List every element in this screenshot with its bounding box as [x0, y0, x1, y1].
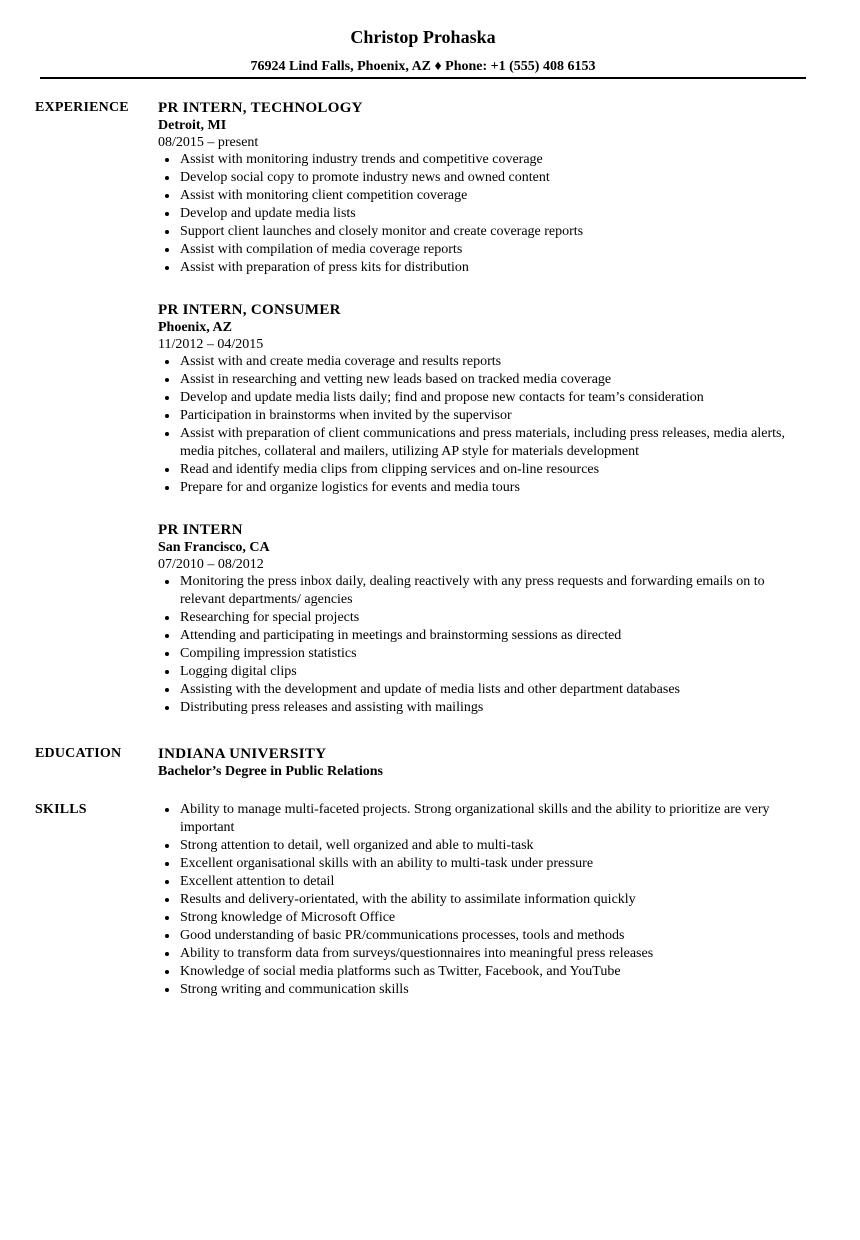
job-entry — [158, 521, 813, 717]
bullet-item: Logging digital clips — [158, 663, 813, 681]
bullet-item: Assist with and create media coverage and results reports — [158, 353, 813, 371]
job-entry — [158, 99, 813, 277]
bullet-item: Distributing press releases and assisting with mailings — [158, 699, 813, 717]
skills-list — [158, 801, 813, 999]
bullet-item: Attending and participating in meetings and brainstorming sessions as directed — [158, 627, 813, 645]
skill-item: Good understanding of basic PR/communications processes, tools and methods — [158, 927, 813, 945]
skill-item: Strong attention to detail, well organized and able to multi-task — [158, 837, 813, 855]
skills-label: SKILLS — [35, 802, 87, 817]
bullet-item: Support client launches and closely monitor and create coverage reports — [158, 223, 813, 241]
header-divider — [40, 77, 806, 79]
skill-item: Ability to transform data from surveys/questionnaires into meaningful press releases — [158, 945, 813, 963]
degree: Bachelor’s Degree in Public Relations — [158, 764, 384, 779]
job-entry — [158, 301, 813, 497]
job-dates: 08/2015 – present — [158, 135, 259, 150]
job-location: Phoenix, AZ — [158, 320, 232, 335]
bullet-item: Assisting with the development and update of media lists and other department databases — [158, 681, 813, 699]
education-label: EDUCATION — [35, 746, 122, 761]
bullet-item: Develop and update media lists daily; find and propose new contacts for team’s consideration — [158, 389, 813, 407]
bullet-item: Prepare for and organize logistics for events and media tours — [158, 479, 813, 497]
job-bullets — [158, 353, 813, 497]
job-title: PR INTERN — [158, 522, 243, 538]
job-bullets — [158, 151, 813, 277]
school-name: INDIANA UNIVERSITY — [158, 746, 327, 762]
contact-line: 76924 Lind Falls, Phoenix, AZ ♦ Phone: +1 (555) 408 6153 — [250, 59, 596, 74]
bullet-item: Researching for special projects — [158, 609, 813, 627]
resume-name: Christop Prohaska — [350, 27, 496, 47]
job-location: San Francisco, CA — [158, 540, 270, 555]
job-bullets — [158, 573, 813, 717]
job-location: Detroit, MI — [158, 118, 227, 133]
skill-item: Excellent organisational skills with an ability to multi-task under pressure — [158, 855, 813, 873]
job-title: PR INTERN, TECHNOLOGY — [158, 100, 363, 116]
bullet-item: Participation in brainstorms when invited by the supervisor — [158, 407, 813, 425]
skill-item: Knowledge of social media platforms such as Twitter, Facebook, and YouTube — [158, 963, 813, 981]
skill-item: Excellent attention to detail — [158, 873, 813, 891]
skill-item: Strong knowledge of Microsoft Office — [158, 909, 813, 927]
bullet-item: Assist with preparation of client communications and press materials, including press releases, media alerts, media pitches, collateral and mailers, utilizing AP style for materials development — [158, 425, 813, 461]
experience-label: EXPERIENCE — [35, 100, 129, 115]
skill-item: Results and delivery-orientated, with the ability to assimilate information quickly — [158, 891, 813, 909]
bullet-item: Assist with preparation of press kits for distribution — [158, 259, 813, 277]
job-title: PR INTERN, CONSUMER — [158, 302, 341, 318]
skill-item: Ability to manage multi-faceted projects. Strong organizational skills and the ability to prioritize are very important — [158, 801, 813, 837]
bullet-item: Compiling impression statistics — [158, 645, 813, 663]
bullet-item: Assist with compilation of media coverage reports — [158, 241, 813, 259]
bullet-item: Develop and update media lists — [158, 205, 813, 223]
job-dates: 07/2010 – 08/2012 — [158, 557, 264, 572]
bullet-item: Assist with monitoring client competition coverage — [158, 187, 813, 205]
bullet-item: Read and identify media clips from clipping services and on-line resources — [158, 461, 813, 479]
skill-item: Strong writing and communication skills — [158, 981, 813, 999]
bullet-item: Monitoring the press inbox daily, dealing reactively with any press requests and forwarding emails on to relevant departments/ agencies — [158, 573, 813, 609]
job-dates: 11/2012 – 04/2015 — [158, 337, 264, 352]
bullet-item: Develop social copy to promote industry news and owned content — [158, 169, 813, 187]
bullet-item: Assist in researching and vetting new leads based on tracked media coverage — [158, 371, 813, 389]
bullet-item: Assist with monitoring industry trends and competitive coverage — [158, 151, 813, 169]
